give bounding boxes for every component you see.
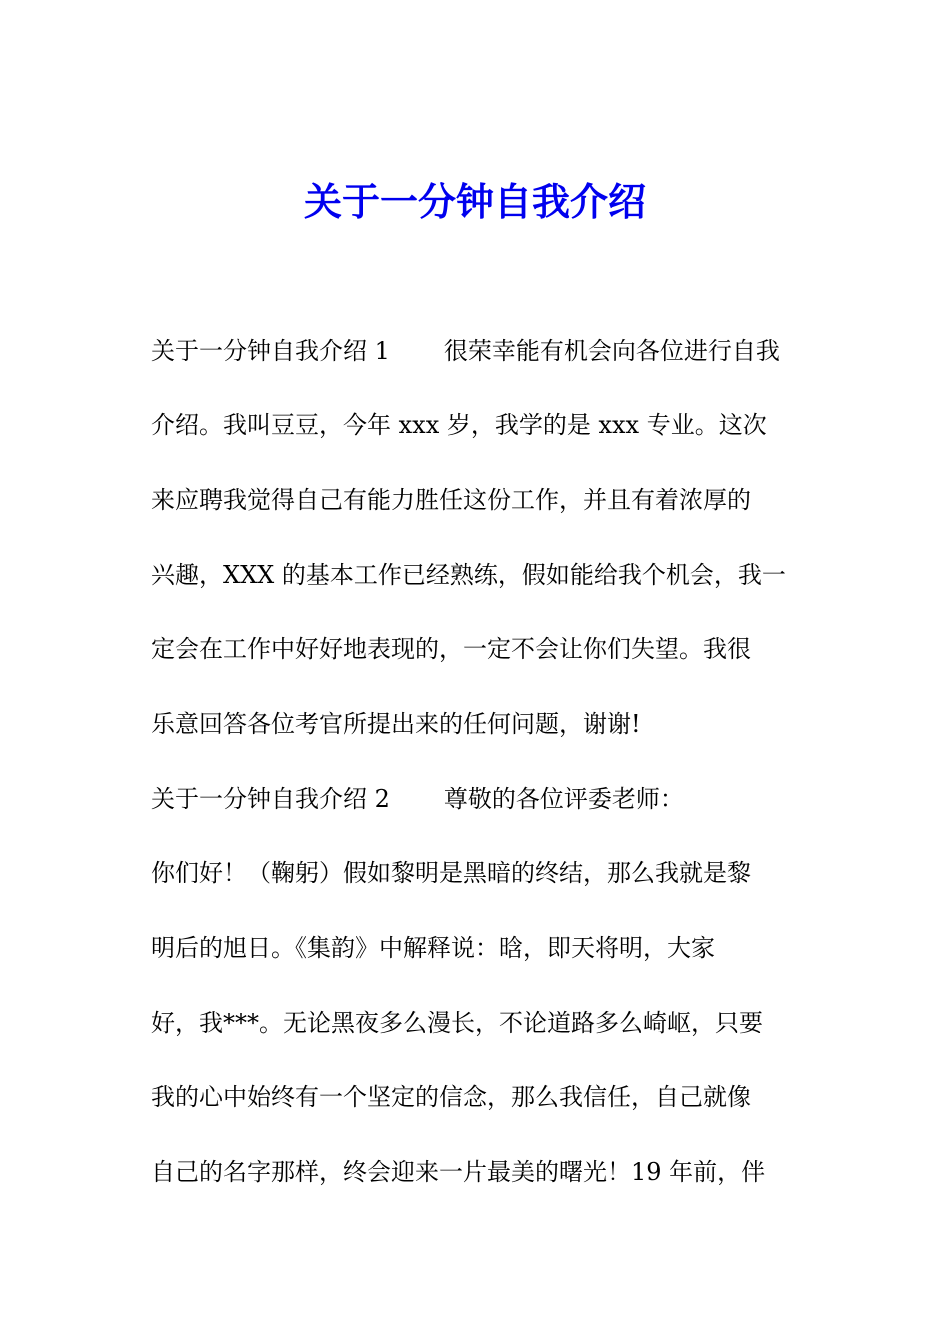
- paragraph-line: 兴趣，XXX 的基本工作已经熟练，假如能给我个机会，我一: [151, 561, 786, 589]
- paragraph-line: 好，我***。无论黑夜多么漫长，不论道路多么崎岖，只要: [151, 1009, 763, 1037]
- paragraph-line: 自己的名字那样，终会迎来一片最美的曙光！19 年前，伴: [151, 1158, 766, 1186]
- document-title: 关于一分钟自我介绍: [303, 180, 646, 224]
- paragraph-text: 尊敬的各位评委老师：: [443, 785, 684, 813]
- paragraph-line: 乐意回答各位考官所提出来的任何问题，谢谢!: [151, 710, 641, 738]
- paragraph-line: 来应聘我觉得自己有能力胜任这份工作，并且有着浓厚的: [151, 486, 751, 514]
- section-1-heading: 关于一分钟自我介绍 1: [151, 337, 390, 365]
- paragraph-line: 你们好！（鞠躬）假如黎明是黑暗的终结，那么我就是黎: [151, 859, 751, 887]
- paragraph-text: 很荣幸能有机会向各位进行自我: [443, 337, 780, 365]
- paragraph-line: 介绍。我叫豆豆，今年 xxx 岁，我学的是 xxx 专业。这次: [151, 411, 767, 439]
- section-2-first-line: [151, 779, 811, 819]
- paragraph-line: 我的心中始终有一个坚定的信念，那么我信任，自己就像: [151, 1083, 751, 1111]
- section-2-heading: 关于一分钟自我介绍 2: [151, 785, 390, 813]
- section-1-first-line: [151, 331, 811, 371]
- paragraph-line: 明后的旭日。《集韵》中解释说：晗，即天将明，大家: [151, 934, 715, 962]
- paragraph-line: 定会在工作中好好地表现的，一定不会让你们失望。我很: [151, 635, 751, 663]
